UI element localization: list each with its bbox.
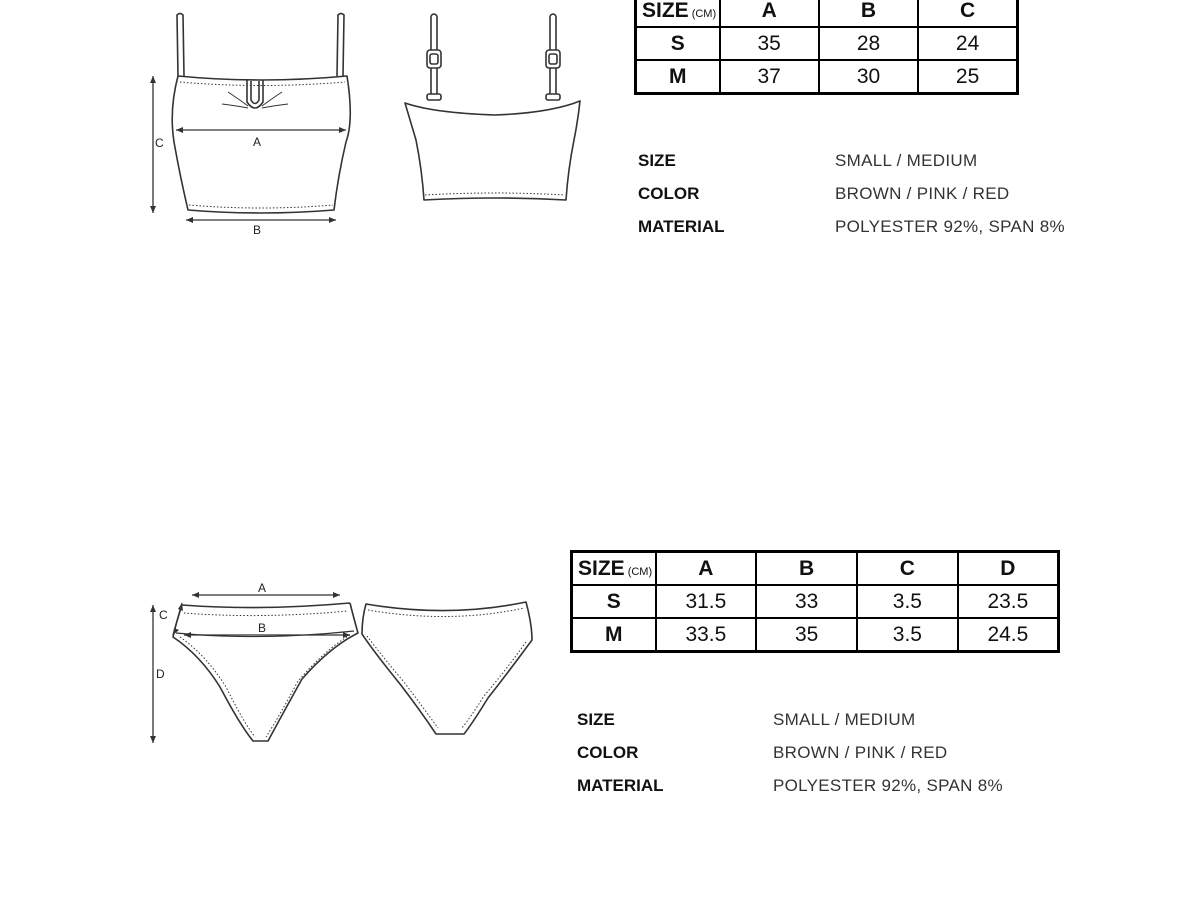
unit-label: (CM) bbox=[691, 7, 717, 20]
size-header-label: SIZE bbox=[642, 0, 689, 22]
column-header: C bbox=[857, 552, 958, 586]
bottom-dim-d-label: D bbox=[156, 667, 165, 681]
spec-value: POLYESTER 92%, SPAN 8% bbox=[773, 775, 1003, 795]
table-cell: 24 bbox=[918, 27, 1017, 60]
size-column-header bbox=[636, 0, 720, 27]
top-back-sketch bbox=[400, 10, 590, 210]
column-header: D bbox=[958, 552, 1059, 586]
row-label: S bbox=[572, 585, 656, 618]
table-cell: 37 bbox=[720, 60, 819, 94]
column-header: A bbox=[656, 552, 757, 586]
row-label: M bbox=[636, 60, 720, 94]
row-label: S bbox=[636, 27, 720, 60]
table-header-row bbox=[572, 552, 1059, 586]
column-header: B bbox=[819, 0, 918, 27]
column-header: C bbox=[918, 0, 1017, 27]
table-cell: 33 bbox=[756, 585, 857, 618]
top-dim-a-label: A bbox=[253, 135, 262, 149]
unit-label: (CM) bbox=[627, 565, 653, 578]
spec-row bbox=[577, 703, 1003, 736]
table-cell: 30 bbox=[819, 60, 918, 94]
top-dim-c-label: C bbox=[155, 136, 164, 150]
spec-row bbox=[638, 177, 1065, 210]
table-cell: 24.5 bbox=[958, 618, 1059, 652]
bottom-back-sketch bbox=[360, 600, 540, 740]
table-cell: 3.5 bbox=[857, 618, 958, 652]
table-cell: 25 bbox=[918, 60, 1017, 94]
spec-row bbox=[638, 210, 1065, 243]
top-spec-list bbox=[638, 144, 1065, 243]
bottom-dim-b-label: B bbox=[258, 621, 267, 635]
spec-key: MATERIAL bbox=[638, 216, 725, 236]
spec-value: POLYESTER 92%, SPAN 8% bbox=[835, 216, 1065, 236]
column-header: A bbox=[720, 0, 819, 27]
spec-key: SIZE bbox=[577, 709, 615, 729]
table-cell: 3.5 bbox=[857, 585, 958, 618]
spec-key: COLOR bbox=[577, 742, 639, 762]
bottom-spec-list bbox=[577, 703, 1003, 802]
table-cell: 28 bbox=[819, 27, 918, 60]
table-row bbox=[572, 585, 1059, 618]
table-row bbox=[636, 60, 1018, 94]
spec-value: BROWN / PINK / RED bbox=[773, 742, 948, 762]
bottom-front-sketch bbox=[140, 575, 370, 755]
spec-key: COLOR bbox=[638, 183, 700, 203]
table-cell: 23.5 bbox=[958, 585, 1059, 618]
table-cell: 35 bbox=[756, 618, 857, 652]
top-size-table bbox=[634, 0, 1019, 95]
top-front-sketch bbox=[140, 10, 370, 240]
spec-value: SMALL / MEDIUM bbox=[773, 709, 916, 729]
spec-value: BROWN / PINK / RED bbox=[835, 183, 1010, 203]
spec-value: SMALL / MEDIUM bbox=[835, 150, 978, 170]
table-cell: 33.5 bbox=[656, 618, 757, 652]
table-cell: 35 bbox=[720, 27, 819, 60]
bottom-size-table bbox=[570, 550, 1060, 653]
column-header: B bbox=[756, 552, 857, 586]
spec-row bbox=[577, 769, 1003, 802]
table-cell: 31.5 bbox=[656, 585, 757, 618]
bottom-dim-c-label: C bbox=[159, 608, 168, 622]
table-header-row bbox=[636, 0, 1018, 27]
table-row bbox=[636, 27, 1018, 60]
size-column-header bbox=[572, 552, 656, 586]
bottom-dim-a-label: A bbox=[258, 581, 267, 595]
spec-row bbox=[638, 144, 1065, 177]
row-label: M bbox=[572, 618, 656, 652]
table-row bbox=[572, 618, 1059, 652]
spec-key: MATERIAL bbox=[577, 775, 664, 795]
size-header-label: SIZE bbox=[578, 556, 625, 580]
spec-row bbox=[577, 736, 1003, 769]
top-dim-b-label: B bbox=[253, 223, 262, 237]
spec-key: SIZE bbox=[638, 150, 676, 170]
